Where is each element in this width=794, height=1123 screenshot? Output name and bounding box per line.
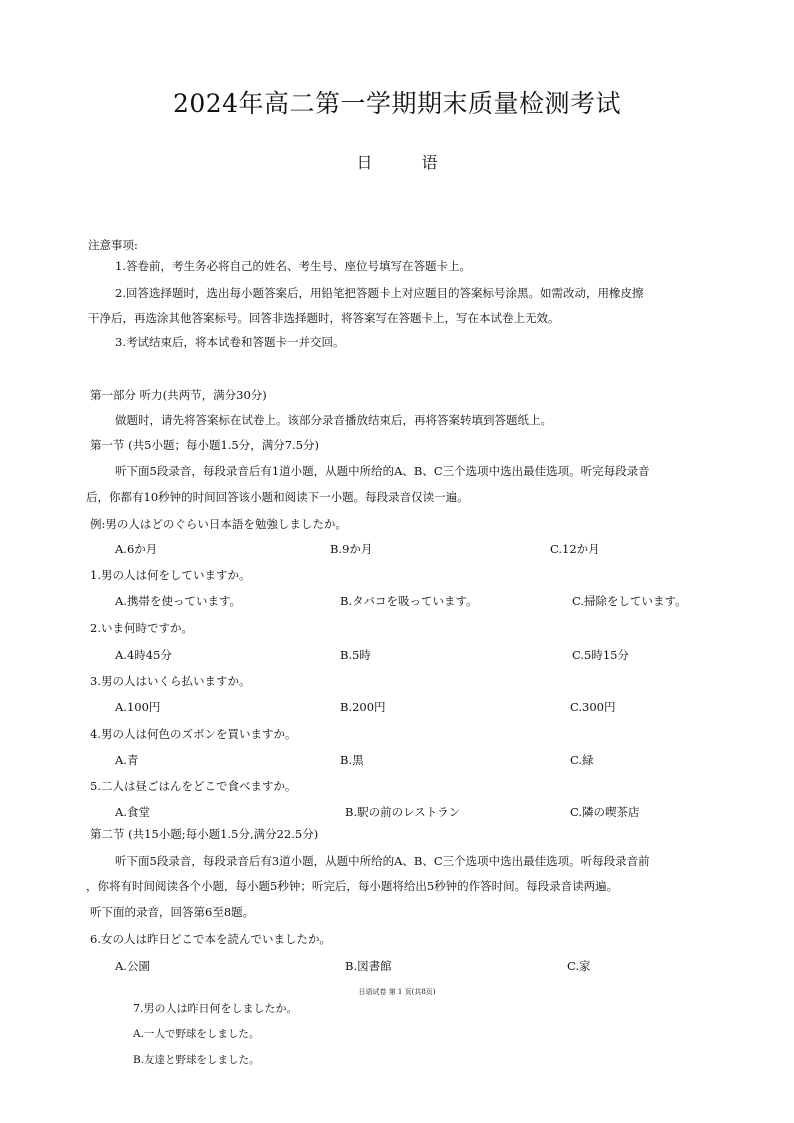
notice-item-2-line-1: 2.回答选择题时，选出每小题答案后，用铅笔把答题卡上对应题目的答案标号涂黑。如需改动，用橡皮擦	[115, 286, 644, 300]
section2-group-intro: 听下面的录音，回答第6至8题。	[90, 905, 255, 919]
question-4-option-a: A.青	[115, 753, 139, 767]
question-6-option-c: C.家	[567, 959, 591, 973]
question-1: 1.男の人は何をしていますか。	[90, 568, 251, 582]
question-7: 7.男の人は昨日何をしましたか。	[133, 1002, 298, 1015]
notice-item-3: 3.考试结束后，将本试卷和答题卡一并交回。	[115, 335, 345, 349]
question-6-option-b: B.図書館	[345, 959, 392, 973]
question-2-option-a: A.4時45分	[115, 648, 172, 662]
question-5-option-a: A.食堂	[115, 805, 150, 819]
question-5-option-b: B.駅の前のレストラン	[345, 805, 461, 819]
question-1-option-c: C.掃除をしています。	[572, 594, 687, 608]
exam-title: 2024年高二第一学期期末质量检测考试	[172, 89, 622, 118]
question-2-option-c: C.5時15分	[572, 648, 629, 662]
question-7-option-a: A.一人で野球をしました。	[133, 1028, 260, 1040]
question-4: 4.男の人は何色のズボンを買いますか。	[90, 727, 297, 741]
notice-heading: 注意事项:	[88, 238, 138, 252]
example-option-c: C.12か月	[550, 542, 600, 556]
question-3-option-b: B.200円	[340, 700, 386, 714]
section2-instruction-line-2: ，你将有时间阅读各个小题，每小题5秒钟；听完后，每小题将给出5秒钟的作答时间。每段录音读两遍。	[86, 879, 619, 893]
section1-heading: 第一节 (共5小题；每小题1.5分，满分7.5分)	[90, 438, 320, 452]
question-2: 2.いま何時ですか。	[90, 621, 193, 635]
question-1-option-a: A.携帯を使っています。	[115, 594, 242, 608]
part1-heading: 第一部分 听力(共两节，满分30分)	[90, 388, 267, 402]
question-6-option-a: A.公園	[115, 959, 150, 973]
page-footer: 日语试卷 第 1 页(共8页)	[358, 988, 436, 996]
section1-instruction-line-1: 听下面5段录音，每段录音后有1道小题，从题中所给的A、B、C三个选项中选出最佳选项。听完每段录音	[115, 464, 650, 478]
question-5-option-c: C.隣の喫茶店	[570, 805, 640, 819]
question-3: 3.男の人はいくら払いますか。	[90, 674, 251, 688]
notice-item-1: 1.答卷前，考生务必将自己的姓名、考生号、座位号填写在答题卡上。	[115, 259, 471, 273]
question-3-option-a: A.100円	[115, 700, 161, 714]
exam-subject: 日 语	[356, 153, 460, 172]
section2-heading: 第二节 (共15小题;每小题1.5分,满分22.5分)	[90, 827, 319, 841]
notice-item-2-line-2: 干净后，再选涂其他答案标号。回答非选择题时，将答案写在答题卡上，写在本试卷上无效。	[88, 311, 560, 325]
question-5: 5.二人は昼ごはんをどこで食べますか。	[90, 779, 297, 793]
question-1-option-b: B.タバコを吸っています。	[340, 594, 478, 608]
question-4-option-b: B.黒	[340, 753, 364, 767]
section1-instruction-line-2: 后，你都有10秒钟的时间回答该小题和阅读下一小题。每段录音仅读一遍。	[86, 490, 469, 504]
question-3-option-c: C.300円	[570, 700, 616, 714]
example-question: 例:男の人はどのぐらい日本語を勉強しましたか。	[90, 517, 347, 531]
example-option-b: B.9か月	[330, 542, 373, 556]
section2-instruction-line-1: 听下面5段录音，每段录音后有3道小题，从题中所给的A、B、C三个选项中选出最佳选项。听每段录音前	[115, 854, 650, 868]
question-6: 6.女の人は昨日どこで本を読んでいましたか。	[90, 932, 331, 946]
question-2-option-b: B.5時	[340, 648, 371, 662]
example-option-a: A.6か月	[115, 542, 158, 556]
question-7-option-b: B.友達と野球をしました。	[133, 1054, 260, 1066]
part1-instruction: 做题时，请先将答案标在试卷上。该部分录音播放结束后，再将答案转填到答题纸上。	[115, 413, 552, 427]
question-4-option-c: C.緑	[570, 753, 594, 767]
